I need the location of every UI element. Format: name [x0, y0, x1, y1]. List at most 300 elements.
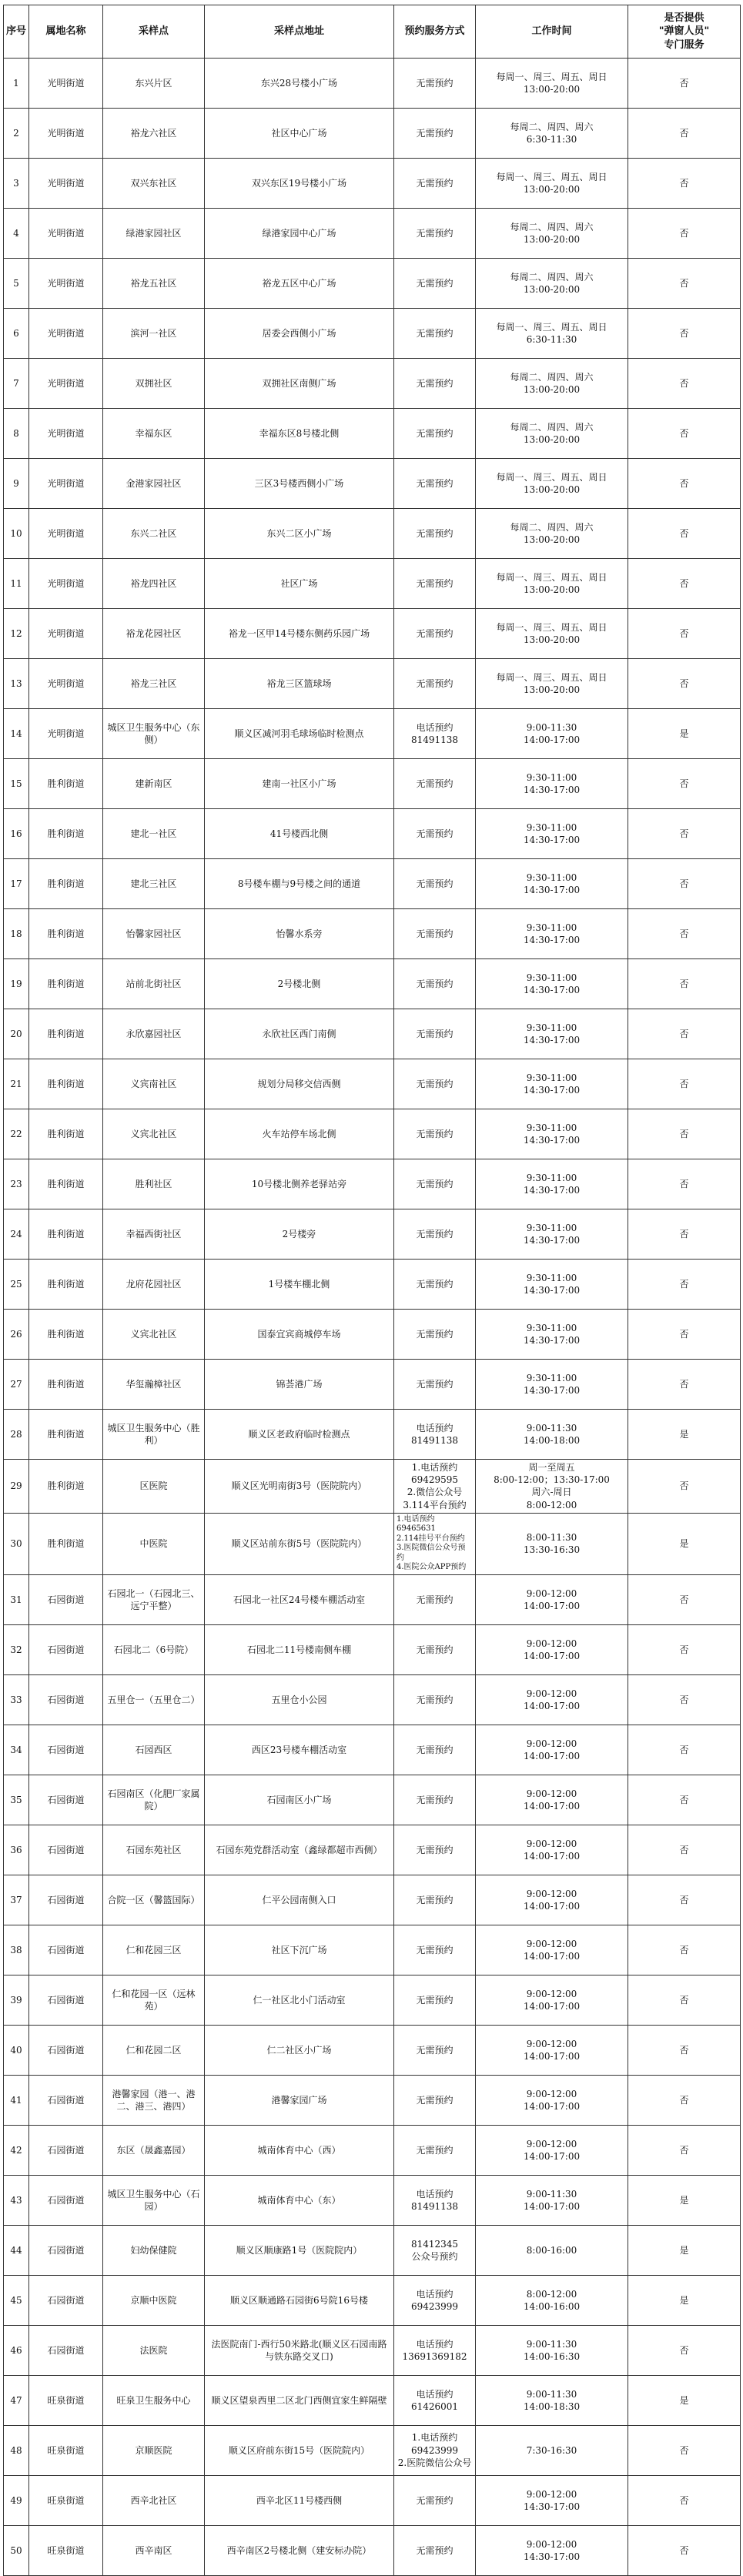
- cell-booking: 无需预约: [394, 209, 476, 259]
- cell-district: 胜利街道: [29, 1410, 103, 1460]
- cell-district: 光明街道: [29, 109, 103, 159]
- table-row: [4, 1310, 741, 1360]
- cell-address: 仁二社区小广场: [205, 2025, 394, 2075]
- cell-no: 48: [4, 2425, 29, 2475]
- cell-hours: 8:00-16:00: [476, 2225, 628, 2275]
- cell-no: 11: [4, 559, 29, 609]
- cell-site: 东兴片区: [103, 59, 205, 109]
- cell-hours: 7:30-16:30: [476, 2425, 628, 2475]
- cell-popup-service: 否: [628, 459, 741, 509]
- cell-booking: 无需预约: [394, 1574, 476, 1624]
- cell-popup-service: 否: [628, 2025, 741, 2075]
- cell-booking: 无需预约: [394, 1775, 476, 1825]
- cell-popup-service: 否: [628, 2325, 741, 2375]
- cell-booking: 无需预约: [394, 2125, 476, 2175]
- cell-popup-service: 否: [628, 1875, 741, 1925]
- cell-hours: 9:00-12:00 14:00-17:00: [476, 1925, 628, 1975]
- cell-hours: 9:00-11:30 14:00-16:30: [476, 2325, 628, 2375]
- cell-site: 西辛北社区: [103, 2475, 205, 2525]
- table-row: [4, 2075, 741, 2125]
- table-row: [4, 1574, 741, 1624]
- cell-no: 36: [4, 1825, 29, 1875]
- cell-address: 裕龙三区篮球场: [205, 659, 394, 709]
- cell-hours: 每周一、周三、周五、周日 13:00-20:00: [476, 159, 628, 209]
- cell-no: 6: [4, 309, 29, 359]
- cell-booking: 1.电话预约 69429595 2.微信公众号 3.114平台预约: [394, 1460, 476, 1514]
- cell-address: 社区中心广场: [205, 109, 394, 159]
- cell-site: 怡馨家园社区: [103, 909, 205, 959]
- cell-address: 1号楼车棚北侧: [205, 1260, 394, 1310]
- cell-district: 胜利街道: [29, 1310, 103, 1360]
- cell-district: 石园街道: [29, 1875, 103, 1925]
- cell-site: 城区卫生服务中心（胜利）: [103, 1410, 205, 1460]
- cell-district: 胜利街道: [29, 1360, 103, 1410]
- cell-hours: 9:00-12:00 14:00-17:00: [476, 1975, 628, 2025]
- table-row: [4, 259, 741, 309]
- cell-district: 光明街道: [29, 559, 103, 609]
- cell-booking: 无需预约: [394, 1925, 476, 1975]
- cell-address: 石园东苑党群活动室（鑫绿都超市西侧）: [205, 1825, 394, 1875]
- cell-hours: 9:30-11:00 14:30-17:00: [476, 1009, 628, 1059]
- cell-site: 仁和花园三区: [103, 1925, 205, 1975]
- cell-hours: 9:30-11:00 14:30-17:00: [476, 1109, 628, 1159]
- col-header-hours: 工作时间: [476, 5, 628, 59]
- cell-no: 29: [4, 1460, 29, 1514]
- cell-popup-service: 否: [628, 2475, 741, 2525]
- cell-district: 石园街道: [29, 1975, 103, 2025]
- cell-site: 站前北街社区: [103, 959, 205, 1009]
- cell-popup-service: 是: [628, 1513, 741, 1574]
- cell-address: 幸福东区8号楼北侧: [205, 409, 394, 459]
- col-header-booking: 预约服务方式: [394, 5, 476, 59]
- cell-no: 50: [4, 2525, 29, 2575]
- cell-no: 31: [4, 1574, 29, 1624]
- cell-address: 规划分局移交信西侧: [205, 1059, 394, 1109]
- cell-hours: 9:00-12:00 14:00-17:00: [476, 2025, 628, 2075]
- cell-district: 光明街道: [29, 659, 103, 709]
- cell-site: 滨河一社区: [103, 309, 205, 359]
- cell-hours: 9:30-11:00 14:30-17:00: [476, 959, 628, 1009]
- cell-no: 30: [4, 1513, 29, 1574]
- cell-district: 石园街道: [29, 2075, 103, 2125]
- cell-no: 15: [4, 759, 29, 809]
- cell-district: 胜利街道: [29, 1059, 103, 1109]
- col-header-address: 采样点地址: [205, 5, 394, 59]
- cell-district: 石园街道: [29, 2125, 103, 2175]
- header-row: [4, 5, 741, 59]
- cell-no: 19: [4, 959, 29, 1009]
- cell-booking: 无需预约: [394, 1674, 476, 1725]
- table-row: [4, 659, 741, 709]
- cell-site: 区医院: [103, 1460, 205, 1514]
- cell-district: 光明街道: [29, 509, 103, 559]
- cell-popup-service: 否: [628, 1209, 741, 1260]
- cell-booking: 无需预约: [394, 1109, 476, 1159]
- cell-district: 胜利街道: [29, 959, 103, 1009]
- cell-site: 裕龙花园社区: [103, 609, 205, 659]
- table-row: [4, 159, 741, 209]
- cell-site: 胜利社区: [103, 1159, 205, 1209]
- cell-hours: 9:00-11:30 14:00-17:00: [476, 2175, 628, 2225]
- cell-hours: 9:30-11:00 14:30-17:00: [476, 1059, 628, 1109]
- cell-no: 12: [4, 609, 29, 659]
- cell-hours: 8:00-11:30 13:30-16:30: [476, 1513, 628, 1574]
- cell-district: 胜利街道: [29, 1460, 103, 1514]
- cell-no: 47: [4, 2375, 29, 2425]
- cell-address: 居委会西侧小广场: [205, 309, 394, 359]
- cell-district: 胜利街道: [29, 809, 103, 859]
- cell-district: 胜利街道: [29, 1513, 103, 1574]
- cell-address: 西辛北区11号楼西侧: [205, 2475, 394, 2525]
- cell-popup-service: 否: [628, 409, 741, 459]
- cell-address: 法医院南门-西行50米路北(顺义区石园南路与铁东路交叉口): [205, 2325, 394, 2375]
- cell-no: 8: [4, 409, 29, 459]
- table-row: [4, 2475, 741, 2525]
- cell-address: 仁平公园南侧入口: [205, 1875, 394, 1925]
- cell-booking: 电话预约 81491138: [394, 1410, 476, 1460]
- table-row: [4, 1360, 741, 1410]
- cell-no: 38: [4, 1925, 29, 1975]
- cell-site: 裕龙四社区: [103, 559, 205, 609]
- cell-district: 光明街道: [29, 209, 103, 259]
- cell-district: 光明街道: [29, 459, 103, 509]
- cell-district: 胜利街道: [29, 1009, 103, 1059]
- cell-address: 石园北二11号楼南侧车棚: [205, 1624, 394, 1674]
- cell-district: 石园街道: [29, 2275, 103, 2325]
- cell-hours: 每周二、周四、周六 13:00-20:00: [476, 509, 628, 559]
- cell-hours: 9:00-12:00 14:00-17:00: [476, 1674, 628, 1725]
- cell-district: 石园街道: [29, 2225, 103, 2275]
- cell-site: 双拥社区: [103, 359, 205, 409]
- table-row: [4, 2175, 741, 2225]
- cell-site: 建新南区: [103, 759, 205, 809]
- cell-site: 中医院: [103, 1513, 205, 1574]
- cell-hours: 每周一、周三、周五、周日 13:00-20:00: [476, 459, 628, 509]
- cell-hours: 9:30-11:00 14:30-17:00: [476, 1209, 628, 1260]
- cell-district: 石园街道: [29, 1775, 103, 1825]
- cell-hours: 每周二、周四、周六 6:30-11:30: [476, 109, 628, 159]
- cell-popup-service: 否: [628, 2525, 741, 2575]
- cell-popup-service: 否: [628, 559, 741, 609]
- table-row: [4, 1513, 741, 1574]
- cell-district: 光明街道: [29, 309, 103, 359]
- cell-address: 东兴28号楼小广场: [205, 59, 394, 109]
- cell-district: 光明街道: [29, 409, 103, 459]
- table-row: [4, 2375, 741, 2425]
- cell-site: 合院一区（馨篮国际）: [103, 1875, 205, 1925]
- cell-popup-service: 否: [628, 2125, 741, 2175]
- cell-booking: 无需预约: [394, 1975, 476, 2025]
- cell-site: 石园西区: [103, 1725, 205, 1775]
- cell-hours: 9:30-11:00 14:30-17:00: [476, 809, 628, 859]
- cell-no: 37: [4, 1875, 29, 1925]
- cell-address: 西辛南区2号楼北侧（建安标办院）: [205, 2525, 394, 2575]
- table-row: [4, 2125, 741, 2175]
- cell-no: 9: [4, 459, 29, 509]
- cell-hours: 9:00-12:00 14:30-17:00: [476, 2525, 628, 2575]
- cell-site: 裕龙五社区: [103, 259, 205, 309]
- cell-popup-service: 否: [628, 809, 741, 859]
- cell-address: 社区广场: [205, 559, 394, 609]
- cell-hours: 每周二、周四、周六 13:00-20:00: [476, 209, 628, 259]
- cell-hours: 每周一、周三、周五、周日 13:00-20:00: [476, 659, 628, 709]
- cell-address: 双拥社区南侧广场: [205, 359, 394, 409]
- cell-site: 港馨家园（港一、港二、港三、港四）: [103, 2075, 205, 2125]
- cell-popup-service: 否: [628, 859, 741, 909]
- cell-booking: 无需预约: [394, 2525, 476, 2575]
- table-row: [4, 1975, 741, 2025]
- cell-no: 35: [4, 1775, 29, 1825]
- cell-booking: 无需预约: [394, 259, 476, 309]
- cell-popup-service: 否: [628, 159, 741, 209]
- cell-no: 25: [4, 1260, 29, 1310]
- table-row: [4, 1260, 741, 1310]
- cell-hours: 9:00-12:00 14:30-17:00: [476, 2475, 628, 2525]
- cell-booking: 无需预约: [394, 1260, 476, 1310]
- cell-no: 10: [4, 509, 29, 559]
- cell-popup-service: 否: [628, 2425, 741, 2475]
- cell-booking: 无需预约: [394, 109, 476, 159]
- cell-district: 石园街道: [29, 2325, 103, 2375]
- cell-hours: 9:30-11:00 14:30-17:00: [476, 759, 628, 809]
- cell-hours: 每周二、周四、周六 13:00-20:00: [476, 409, 628, 459]
- cell-no: 7: [4, 359, 29, 409]
- cell-no: 34: [4, 1725, 29, 1775]
- table-row: [4, 1624, 741, 1674]
- cell-no: 24: [4, 1209, 29, 1260]
- cell-address: 2号楼旁: [205, 1209, 394, 1260]
- cell-district: 光明街道: [29, 709, 103, 759]
- cell-site: 建北三社区: [103, 859, 205, 909]
- cell-district: 石园街道: [29, 1725, 103, 1775]
- cell-booking: 无需预约: [394, 2075, 476, 2125]
- cell-address: 怡馨水系旁: [205, 909, 394, 959]
- cell-district: 石园街道: [29, 2025, 103, 2075]
- cell-site: 幸福东区: [103, 409, 205, 459]
- cell-popup-service: 否: [628, 1975, 741, 2025]
- cell-booking: 1.电话预约 69423999 2.医院微信公众号: [394, 2425, 476, 2475]
- cell-hours: 每周二、周四、周六 13:00-20:00: [476, 259, 628, 309]
- cell-address: 城南体育中心（东）: [205, 2175, 394, 2225]
- cell-no: 41: [4, 2075, 29, 2125]
- cell-district: 胜利街道: [29, 909, 103, 959]
- table-row: [4, 759, 741, 809]
- table-row: [4, 309, 741, 359]
- cell-booking: 无需预约: [394, 459, 476, 509]
- cell-no: 3: [4, 159, 29, 209]
- cell-hours: 9:00-12:00 14:00-17:00: [476, 2075, 628, 2125]
- cell-booking: 无需预约: [394, 909, 476, 959]
- cell-popup-service: 否: [628, 509, 741, 559]
- cell-no: 5: [4, 259, 29, 309]
- table-row: [4, 59, 741, 109]
- table-row: [4, 1460, 741, 1514]
- cell-address: 三区3号楼西侧小广场: [205, 459, 394, 509]
- cell-popup-service: 否: [628, 259, 741, 309]
- cell-hours: 9:30-11:00 14:30-17:00: [476, 859, 628, 909]
- cell-address: 永欣社区西门南侧: [205, 1009, 394, 1059]
- cell-hours: 9:00-11:30 14:00-18:00: [476, 1410, 628, 1460]
- cell-booking: 无需预约: [394, 559, 476, 609]
- cell-address: 裕龙一区甲14号楼东侧药乐园广场: [205, 609, 394, 659]
- cell-address: 双兴东区19号楼小广场: [205, 159, 394, 209]
- table-row: [4, 509, 741, 559]
- cell-site: 双兴东社区: [103, 159, 205, 209]
- cell-no: 16: [4, 809, 29, 859]
- cell-hours: 9:00-12:00 14:00-17:00: [476, 1574, 628, 1624]
- testing-sites-table: [3, 5, 741, 2576]
- cell-popup-service: 否: [628, 909, 741, 959]
- cell-address: 10号楼北侧养老驿站旁: [205, 1159, 394, 1209]
- cell-no: 26: [4, 1310, 29, 1360]
- cell-popup-service: 否: [628, 2075, 741, 2125]
- cell-booking: 电话预约 69423999: [394, 2275, 476, 2325]
- cell-hours: 9:00-12:00 14:00-17:00: [476, 1825, 628, 1875]
- cell-hours: 每周一、周三、周五、周日 13:00-20:00: [476, 609, 628, 659]
- cell-no: 14: [4, 709, 29, 759]
- cell-popup-service: 否: [628, 1009, 741, 1059]
- table-row: [4, 1875, 741, 1925]
- cell-address: 顺义区顺康路1号（医院院内）: [205, 2225, 394, 2275]
- cell-address: 锦荟港广场: [205, 1360, 394, 1410]
- cell-hours: 9:00-12:00 14:00-17:00: [476, 1725, 628, 1775]
- cell-booking: 无需预约: [394, 609, 476, 659]
- table-row: [4, 459, 741, 509]
- cell-address: 石园南区小广场: [205, 1775, 394, 1825]
- table-row: [4, 1775, 741, 1825]
- cell-no: 28: [4, 1410, 29, 1460]
- cell-popup-service: 否: [628, 1574, 741, 1624]
- cell-no: 27: [4, 1360, 29, 1410]
- cell-hours: 9:00-12:00 14:00-17:00: [476, 1775, 628, 1825]
- cell-booking: 电话预约 61426001: [394, 2375, 476, 2425]
- cell-no: 1: [4, 59, 29, 109]
- cell-address: 社区下沉广场: [205, 1925, 394, 1975]
- cell-booking: 无需预约: [394, 59, 476, 109]
- cell-popup-service: 否: [628, 1360, 741, 1410]
- cell-popup-service: 否: [628, 759, 741, 809]
- cell-district: 旺泉街道: [29, 2475, 103, 2525]
- table-row: [4, 1674, 741, 1725]
- table-row: [4, 959, 741, 1009]
- cell-hours: 每周一、周三、周五、周日 13:00-20:00: [476, 559, 628, 609]
- table-row: [4, 1159, 741, 1209]
- cell-site: 法医院: [103, 2325, 205, 2375]
- cell-district: 旺泉街道: [29, 2375, 103, 2425]
- cell-booking: 81412345 公众号预约: [394, 2225, 476, 2275]
- cell-district: 胜利街道: [29, 759, 103, 809]
- col-header-no: 序号: [4, 5, 29, 59]
- cell-district: 石园街道: [29, 2175, 103, 2225]
- cell-site: 五里仓一（五里仓二）: [103, 1674, 205, 1725]
- cell-hours: 9:00-12:00 14:00-17:00: [476, 1624, 628, 1674]
- cell-site: 裕龙三社区: [103, 659, 205, 709]
- cell-site: 妇幼保健院: [103, 2225, 205, 2275]
- cell-site: 华玺瀚樟社区: [103, 1360, 205, 1410]
- cell-district: 石园街道: [29, 1574, 103, 1624]
- cell-booking: 电话预约 81491138: [394, 709, 476, 759]
- cell-no: 22: [4, 1109, 29, 1159]
- col-header-site: 采样点: [103, 5, 205, 59]
- cell-popup-service: 否: [628, 359, 741, 409]
- cell-popup-service: 否: [628, 959, 741, 1009]
- cell-popup-service: 否: [628, 1109, 741, 1159]
- cell-hours: 每周一、周三、周五、周日 13:00-20:00: [476, 59, 628, 109]
- cell-address: 国泰宜宾商城停车场: [205, 1310, 394, 1360]
- cell-hours: 9:00-11:30 14:00-18:30: [476, 2375, 628, 2425]
- cell-popup-service: 否: [628, 209, 741, 259]
- col-header-popup-service: 是否提供 "弹窗人员" 专门服务: [628, 5, 741, 59]
- cell-site: 石园东苑社区: [103, 1825, 205, 1875]
- cell-address: 8号楼车棚与9号楼之间的通道: [205, 859, 394, 909]
- cell-no: 13: [4, 659, 29, 709]
- cell-district: 胜利街道: [29, 859, 103, 909]
- cell-site: 西辛南区: [103, 2525, 205, 2575]
- cell-district: 胜利街道: [29, 1159, 103, 1209]
- table-row: [4, 2025, 741, 2075]
- cell-no: 2: [4, 109, 29, 159]
- table-row: [4, 1209, 741, 1260]
- cell-site: 石园北一（石园北三、远宁平整）: [103, 1574, 205, 1624]
- cell-no: 42: [4, 2125, 29, 2175]
- cell-no: 46: [4, 2325, 29, 2375]
- cell-booking: 无需预约: [394, 359, 476, 409]
- cell-hours: 周一至周五 8:00-12:00；13:30-17:00 周六-周日 8:00-12:00: [476, 1460, 628, 1514]
- cell-address: 顺义区老政府临时检测点: [205, 1410, 394, 1460]
- cell-district: 光明街道: [29, 259, 103, 309]
- cell-booking: 无需预约: [394, 1209, 476, 1260]
- table-row: [4, 1059, 741, 1109]
- cell-booking: 无需预约: [394, 409, 476, 459]
- cell-popup-service: 否: [628, 309, 741, 359]
- cell-address: 绿港家园中心广场: [205, 209, 394, 259]
- cell-no: 49: [4, 2475, 29, 2525]
- cell-popup-service: 否: [628, 1159, 741, 1209]
- table-row: [4, 2275, 741, 2325]
- cell-popup-service: 否: [628, 1460, 741, 1514]
- cell-popup-service: 否: [628, 1059, 741, 1109]
- cell-address: 裕龙五区中心广场: [205, 259, 394, 309]
- cell-address: 顺义区府前东街15号（医院院内）: [205, 2425, 394, 2475]
- cell-district: 旺泉街道: [29, 2425, 103, 2475]
- cell-popup-service: 否: [628, 109, 741, 159]
- table-row: [4, 209, 741, 259]
- table-row: [4, 2225, 741, 2275]
- cell-no: 45: [4, 2275, 29, 2325]
- table-row: [4, 109, 741, 159]
- table-row: [4, 1410, 741, 1460]
- table-row: [4, 1925, 741, 1975]
- cell-district: 石园街道: [29, 1624, 103, 1674]
- cell-address: 2号楼北侧: [205, 959, 394, 1009]
- cell-hours: 9:30-11:00 14:30-17:00: [476, 1360, 628, 1410]
- cell-site: 仁和花园二区: [103, 2025, 205, 2075]
- cell-address: 港馨家园广场: [205, 2075, 394, 2125]
- table-row: [4, 909, 741, 959]
- table-row: [4, 2425, 741, 2475]
- cell-booking: 电话预约 13691369182: [394, 2325, 476, 2375]
- cell-booking: 无需预约: [394, 2475, 476, 2525]
- cell-booking: 无需预约: [394, 2025, 476, 2075]
- cell-popup-service: 否: [628, 609, 741, 659]
- table-row: [4, 609, 741, 659]
- cell-popup-service: 是: [628, 1410, 741, 1460]
- cell-address: 五里仓小公园: [205, 1674, 394, 1725]
- cell-district: 石园街道: [29, 1674, 103, 1725]
- table-row: [4, 859, 741, 909]
- cell-booking: 无需预约: [394, 1825, 476, 1875]
- cell-booking: 电话预约 81491138: [394, 2175, 476, 2225]
